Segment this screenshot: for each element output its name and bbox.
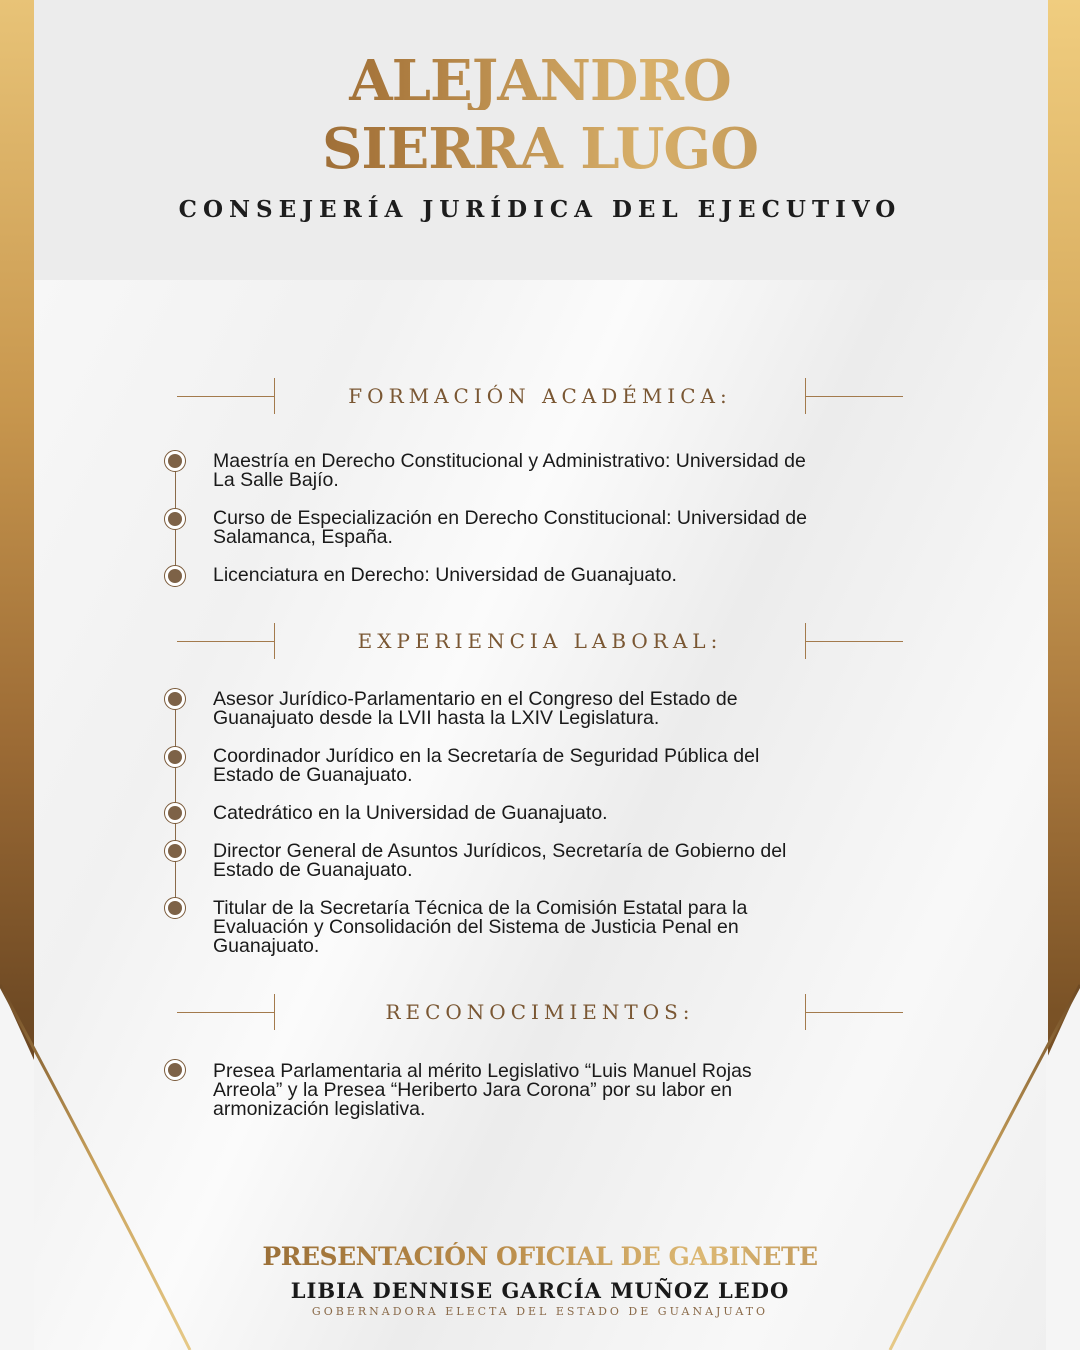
- bullet-icon: [164, 840, 186, 862]
- section-title-experience: EXPERIENCIA LABORAL:: [357, 629, 723, 653]
- list-item: Coordinador Jurídico en la Secretaría de Seguridad Pública del Estado de Guanajuato.: [213, 745, 760, 786]
- footer-title: PRESENTACIÓN OFICIAL DE GABINETE: [0, 1242, 1080, 1271]
- list-item: Presea Parlamentaria al mérito Legislativo “Luis Manuel Rojas Arreola” y la Presea “Heriberto Jara Corona” por su labor en armonización legislativa.: [213, 1060, 752, 1120]
- list-item: Director General de Asuntos Jurídicos, Secretaría de Gobierno del Estado de Guanajuato.: [213, 840, 787, 881]
- list-item: Maestría en Derecho Constitucional y Administrativo: Universidad de La Salle Bajío.: [213, 450, 806, 491]
- section-title-education: FORMACIÓN ACADÉMICA:: [348, 384, 732, 408]
- list-item: Asesor Jurídico-Parlamentario en el Congreso del Estado de Guanajuato desde la LVII hasta la LXIV Legislatura.: [213, 688, 738, 729]
- bullet-icon: [164, 565, 186, 587]
- bullet-icon: [164, 450, 186, 472]
- list-item: Titular de la Secretaría Técnica de la Comisión Estatal para la Evaluación y Consolidación del Sistema de Justicia Penal en Guanajuato.: [213, 897, 748, 957]
- person-name-last: SIERRA LUGO: [0, 120, 1080, 178]
- section-title-awards: RECONOCIMIENTOS:: [385, 1000, 695, 1024]
- position-title: CONSEJERÍA JURÍDICA DEL EJECUTIVO: [178, 196, 902, 223]
- bullet-icon: [164, 1059, 186, 1081]
- list-item: Catedrático en la Universidad de Guanajuato.: [213, 802, 608, 824]
- bullet-icon: [164, 802, 186, 824]
- bullet-icon: [164, 508, 186, 530]
- list-item: Licenciatura en Derecho: Universidad de Guanajuato.: [213, 564, 677, 586]
- bullet-icon: [164, 897, 186, 919]
- footer-subtitle: GOBERNADORA ELECTA DEL ESTADO DE GUANAJUATO: [311, 1305, 769, 1318]
- list-item: Curso de Especialización en Derecho Constitucional: Universidad de Salamanca, España.: [213, 507, 807, 548]
- bullet-icon: [164, 688, 186, 710]
- footer-governor-name: LIBIA DENNISE GARCÍA MUÑOZ LEDO: [290, 1278, 790, 1303]
- person-name-first: ALEJANDRO: [0, 52, 1080, 110]
- bullet-icon: [164, 746, 186, 768]
